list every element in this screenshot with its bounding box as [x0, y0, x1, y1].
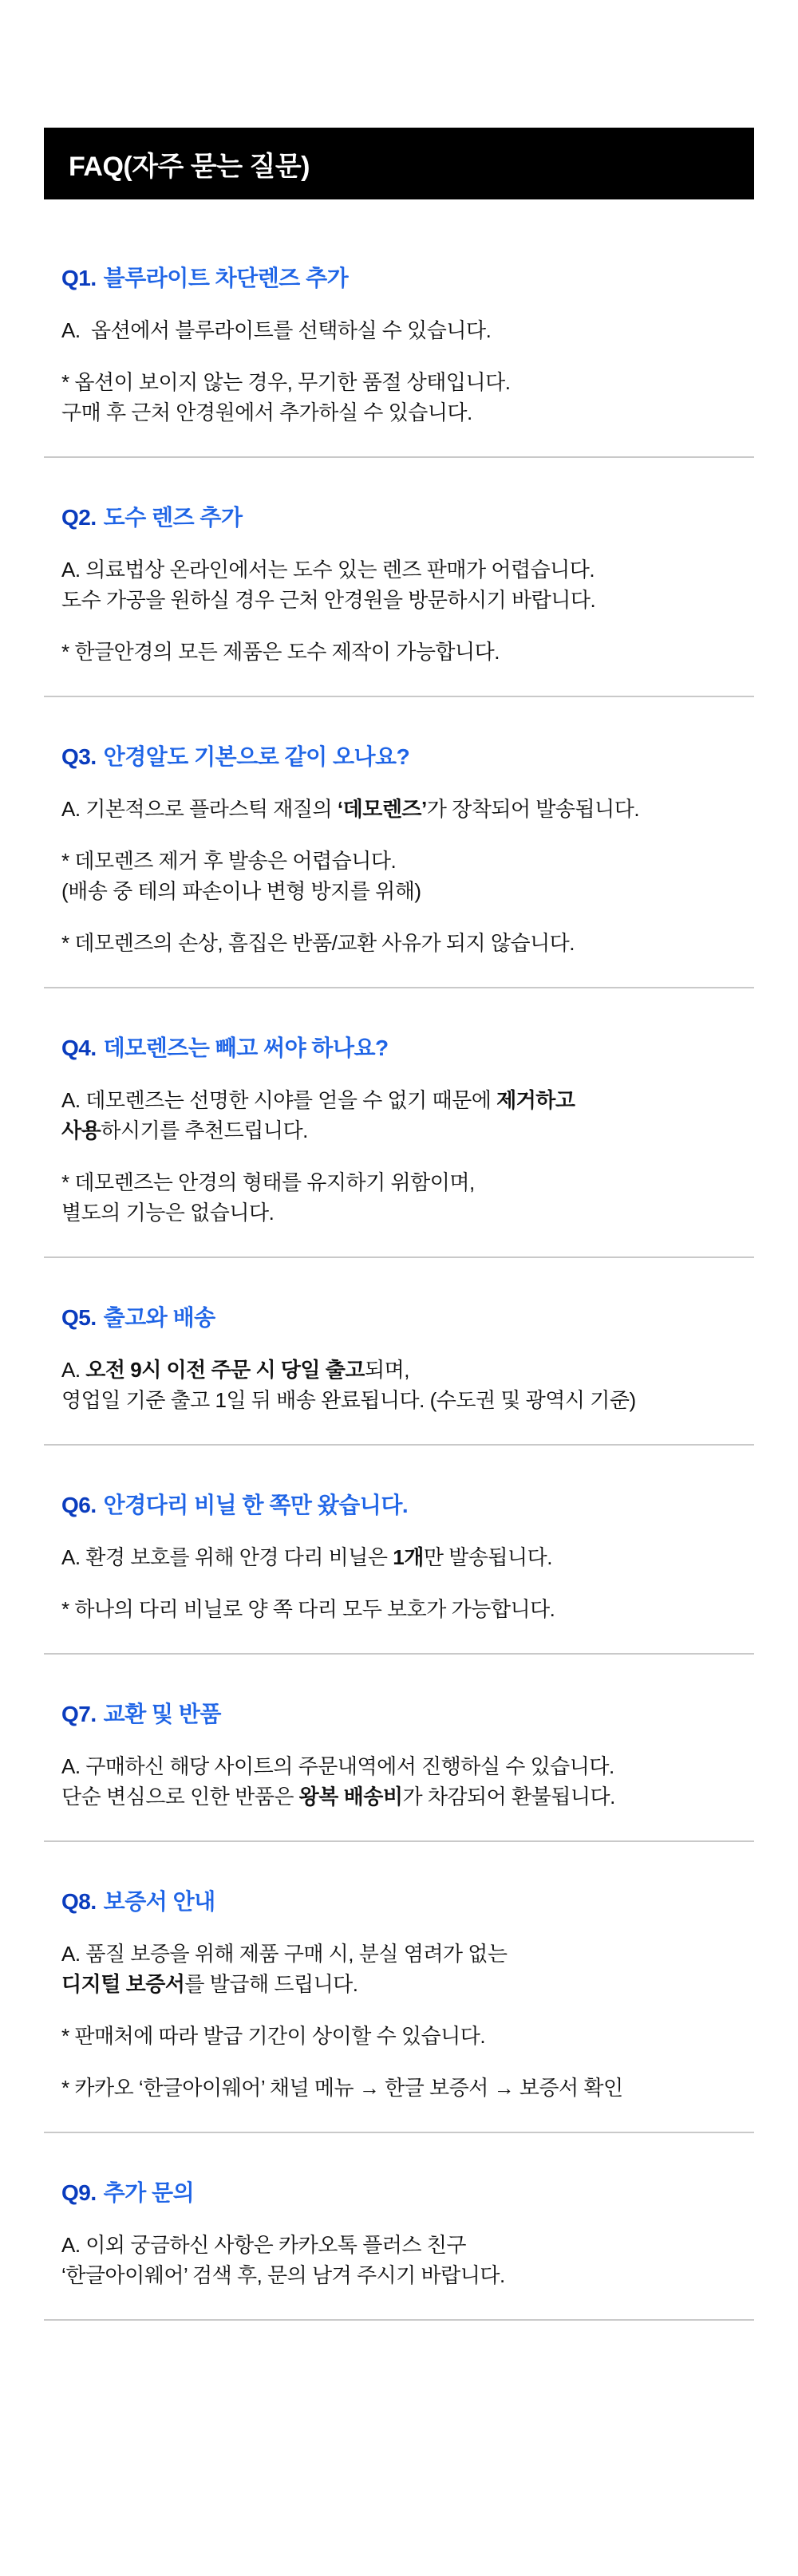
faq-text-segment: ‘한글아이웨어’ 검색 후, 문의 남겨 주시기 바랍니다. [61, 2263, 505, 2287]
faq-text-segment: 만 발송됩니다. [423, 1545, 552, 1569]
faq-section-body [44, 1490, 754, 1624]
faq-section-body [44, 263, 754, 428]
faq-text-segment: * 데모렌즈 제거 후 발송은 어렵습니다. [61, 849, 397, 873]
faq-text-line [61, 585, 737, 615]
faq-answer-paragraph [61, 1355, 737, 1415]
faq-section-body [44, 1699, 754, 1812]
faq-question-title [61, 503, 737, 533]
faq-text-segment: 되며, [365, 1358, 409, 1382]
question-title-text: 데모렌즈는 빼고 써야 하나요? [103, 1036, 389, 1060]
faq-section-body [44, 742, 754, 958]
faq-text-segment: A. 기본적으로 플라스틱 재질의 [61, 797, 338, 821]
faq-text-line [61, 1969, 737, 1999]
faq-text-segment: 디지털 보증서 [61, 1972, 185, 1996]
question-number: Q3. [61, 744, 97, 769]
faq-text-segment: ‘데모렌즈’ [337, 797, 427, 821]
faq-section [44, 1033, 754, 1258]
faq-question-title [61, 1033, 737, 1063]
faq-answer-paragraph [61, 2073, 737, 2103]
faq-text-segment: 영업일 기준 출고 1일 뒤 배송 완료됩니다. (수도권 및 광역시 기준) [61, 1388, 636, 1412]
faq-text-line [61, 1751, 737, 1781]
faq-text-segment: 사용 [61, 1118, 101, 1142]
faq-answer-paragraph [61, 367, 737, 428]
faq-question-title [61, 1490, 737, 1521]
faq-answer-paragraph [61, 1542, 737, 1572]
faq-section [44, 263, 754, 458]
section-divider [44, 1444, 754, 1446]
faq-section [44, 1490, 754, 1655]
faq-text-segment: A. 구매하신 해당 사이트의 주문내역에서 진행하실 수 있습니다. [61, 1754, 614, 1778]
faq-text-line [61, 1115, 737, 1146]
faq-answer-paragraph [61, 637, 737, 667]
question-title-text: 보증서 안내 [103, 1889, 215, 1914]
question-number: Q1. [61, 266, 97, 290]
question-title-text: 추가 문의 [103, 2180, 195, 2205]
question-number: Q5. [61, 1305, 97, 1330]
faq-text-line [61, 846, 737, 876]
faq-text-line [61, 1385, 737, 1415]
faq-text-line [61, 1197, 737, 1228]
faq-text-segment: * 하나의 다리 비닐로 양 쪽 다리 모두 보호가 가능합니다. [61, 1597, 555, 1621]
section-divider [44, 2132, 754, 2133]
faq-text-segment: A. 환경 보호를 위해 안경 다리 비닐은 [61, 1545, 393, 1569]
faq-text-line [61, 315, 737, 345]
faq-text-segment: 단순 변심으로 인한 반품은 [61, 1785, 299, 1809]
faq-text-line [61, 1939, 737, 1969]
question-number: Q8. [61, 1889, 97, 1914]
faq-question-title [61, 1303, 737, 1333]
question-number: Q9. [61, 2180, 97, 2205]
faq-section [44, 1887, 754, 2133]
faq-text-line [61, 1594, 737, 1624]
faq-text-segment: 하시기를 추천드립니다. [101, 1118, 308, 1142]
faq-text-segment: A. 이외 궁금하신 사항은 카카오톡 플러스 친구 [61, 2233, 466, 2257]
faq-section-body [44, 1033, 754, 1228]
faq-text-segment: 왕복 배송비 [298, 1785, 403, 1809]
faq-header-title: FAQ(자주 묻는 질문) [69, 151, 310, 182]
faq-text-segment: 구매 후 근처 안경원에서 추가하실 수 있습니다. [61, 400, 472, 424]
faq-text-segment: 별도의 기능은 없습니다. [61, 1201, 275, 1225]
faq-text-line [61, 1355, 737, 1385]
faq-answer-paragraph [61, 794, 737, 824]
faq-text-segment: 제거하고 [496, 1088, 575, 1112]
question-number: Q2. [61, 505, 97, 530]
faq-text-segment: * 판매처에 따라 발급 기간이 상이할 수 있습니다. [61, 2024, 486, 2048]
faq-text-segment: 도수 가공을 원하실 경우 근처 안경원을 방문하시기 바랍니다. [61, 588, 596, 612]
faq-text-line [61, 794, 737, 824]
faq-text-segment: 오전 9시 이전 주문 시 당일 출고 [85, 1358, 365, 1382]
section-divider [44, 987, 754, 988]
faq-text-line [61, 876, 737, 906]
faq-text-segment: 가 장착되어 발송됩니다. [426, 797, 640, 821]
faq-answer-paragraph [61, 2230, 737, 2290]
faq-answer-paragraph [61, 1751, 737, 1812]
faq-text-segment: * 한글안경의 모든 제품은 도수 제작이 가능합니다. [61, 640, 500, 664]
section-divider [44, 1256, 754, 1258]
faq-answer-paragraph [61, 928, 737, 958]
faq-text-line [61, 1085, 737, 1115]
faq-question-title [61, 2178, 737, 2208]
faq-question-title [61, 1887, 737, 1917]
section-divider [44, 1653, 754, 1655]
faq-text-segment: A. 의료법상 온라인에서는 도수 있는 렌즈 판매가 어렵습니다. [61, 558, 595, 582]
faq-section [44, 1699, 754, 1842]
faq-text-segment: A. [61, 1358, 86, 1382]
section-divider [44, 1840, 754, 1842]
faq-section-body [44, 2178, 754, 2290]
faq-section-body [44, 503, 754, 667]
faq-text-line [61, 367, 737, 397]
faq-answer-paragraph [61, 1594, 737, 1624]
faq-text-segment: A. 품질 보증을 위해 제품 구매 시, 분실 염려가 없는 [61, 1942, 508, 1966]
question-number: Q7. [61, 1702, 97, 1726]
question-title-text: 도수 렌즈 추가 [103, 505, 243, 530]
faq-section-body [44, 1887, 754, 2103]
faq-question-title [61, 742, 737, 772]
faq-text-segment: * 데모렌즈는 안경의 형태를 유지하기 위함이며, [61, 1170, 475, 1194]
faq-text-segment: 1개 [393, 1545, 424, 1569]
faq-answer-paragraph [61, 846, 737, 906]
section-divider [44, 2319, 754, 2321]
faq-text-line [61, 554, 737, 585]
faq-list [44, 263, 754, 2321]
faq-text-segment: 가 차감되어 환불됩니다. [402, 1785, 615, 1809]
faq-text-line [61, 2260, 737, 2290]
faq-section [44, 503, 754, 697]
question-number: Q4. [61, 1036, 97, 1060]
faq-question-title [61, 263, 737, 294]
question-title-text: 블루라이트 차단렌즈 추가 [103, 266, 349, 290]
faq-text-line [61, 397, 737, 428]
faq-question-title [61, 1699, 737, 1730]
question-number: Q6. [61, 1493, 97, 1517]
faq-section [44, 2178, 754, 2321]
faq-text-line [61, 637, 737, 667]
faq-text-line [61, 1542, 737, 1572]
question-title-text: 교환 및 반품 [103, 1702, 221, 1726]
faq-text-line [61, 2021, 737, 2051]
faq-text-segment: (배송 중 테의 파손이나 변형 방지를 위해) [61, 879, 421, 903]
faq-text-segment: * 데모렌즈의 손상, 흠집은 반품/교환 사유가 되지 않습니다. [61, 931, 575, 955]
faq-text-segment: A. 옵션에서 블루라이트를 선택하실 수 있습니다. [61, 318, 492, 342]
faq-text-line [61, 928, 737, 958]
faq-answer-paragraph [61, 1167, 737, 1228]
faq-header [44, 128, 754, 199]
faq-text-line [61, 1781, 737, 1812]
faq-text-segment: A. 데모렌즈는 선명한 시야를 얻을 수 없기 때문에 [61, 1088, 497, 1112]
question-title-text: 안경다리 비닐 한 쪽만 왔습니다. [103, 1493, 409, 1517]
faq-text-line [61, 2230, 737, 2260]
faq-section [44, 1303, 754, 1446]
question-title-text: 출고와 배송 [103, 1305, 215, 1330]
faq-section [44, 742, 754, 988]
faq-answer-paragraph [61, 554, 737, 615]
section-divider [44, 696, 754, 697]
faq-answer-paragraph [61, 315, 737, 345]
faq-answer-paragraph [61, 2021, 737, 2051]
faq-answer-paragraph [61, 1939, 737, 1999]
faq-text-segment: * 카카오 ‘한글아이웨어’ 채널 메뉴 → 한글 보증서 → 보증서 확인 [61, 2076, 623, 2100]
faq-section-body [44, 1303, 754, 1415]
question-title-text: 안경알도 기본으로 같이 오나요? [103, 744, 410, 769]
faq-text-segment: 를 발급해 드립니다. [184, 1972, 358, 1996]
section-divider [44, 456, 754, 458]
faq-text-segment: * 옵션이 보이지 않는 경우, 무기한 품절 상태입니다. [61, 370, 511, 394]
faq-answer-paragraph [61, 1085, 737, 1146]
faq-text-line [61, 1167, 737, 1197]
faq-text-line [61, 2073, 737, 2103]
